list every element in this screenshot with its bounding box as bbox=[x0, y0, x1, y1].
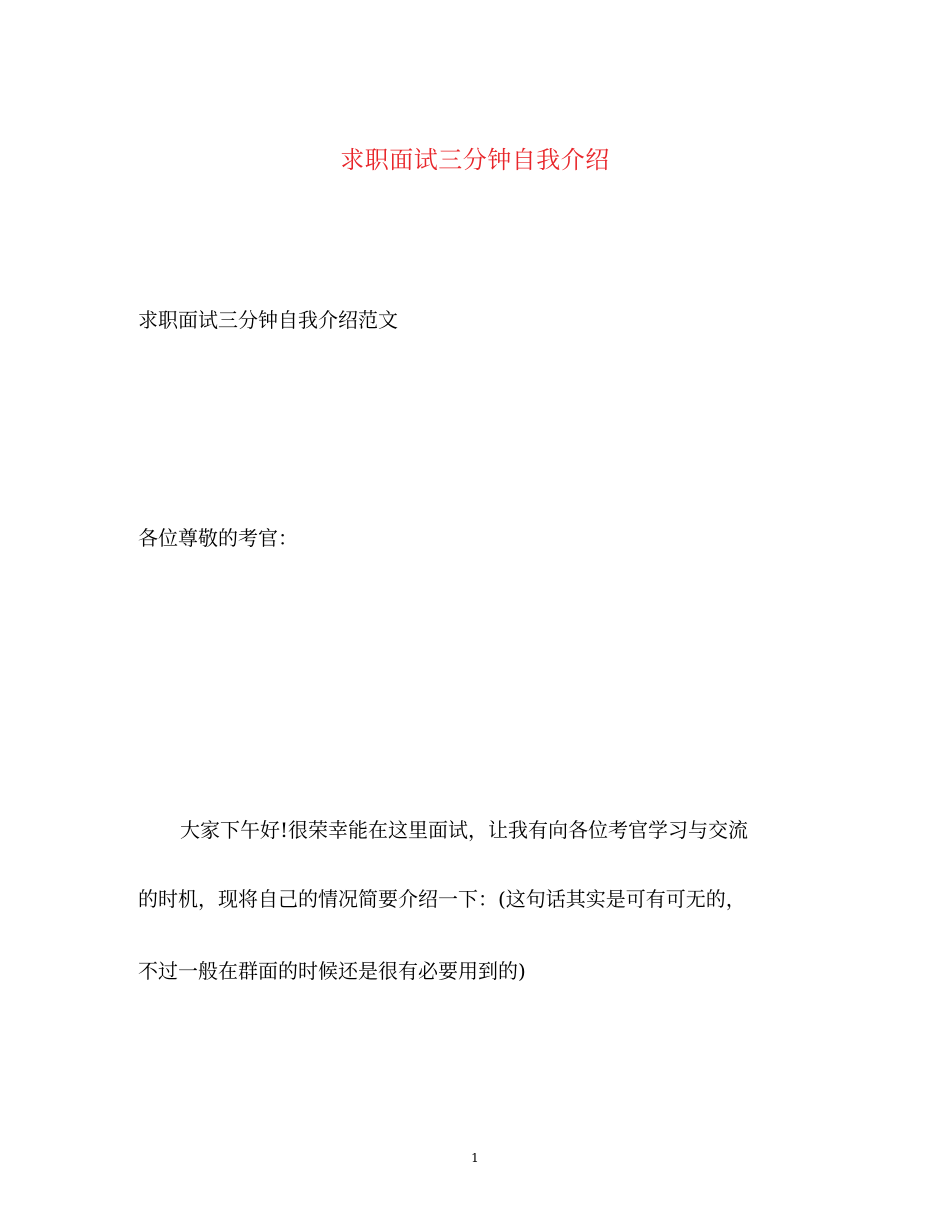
page-number: 1 bbox=[471, 1151, 479, 1165]
paragraph-line: 不过一般在群面的时候还是很有必要用到的) bbox=[138, 959, 526, 983]
document-title: 求职面试三分钟自我介绍 bbox=[340, 146, 610, 174]
greeting-line: 各位尊敬的考官： bbox=[138, 526, 298, 550]
paragraph-line: 的时机，现将自己的情况简要介绍一下：(这句话其实是可有可无的， bbox=[138, 887, 746, 911]
paragraph-line: 大家下午好!很荣幸能在这里面试，让我有向各位考官学习与交流 bbox=[180, 818, 749, 842]
document-subtitle: 求职面试三分钟自我介绍范文 bbox=[138, 308, 398, 332]
